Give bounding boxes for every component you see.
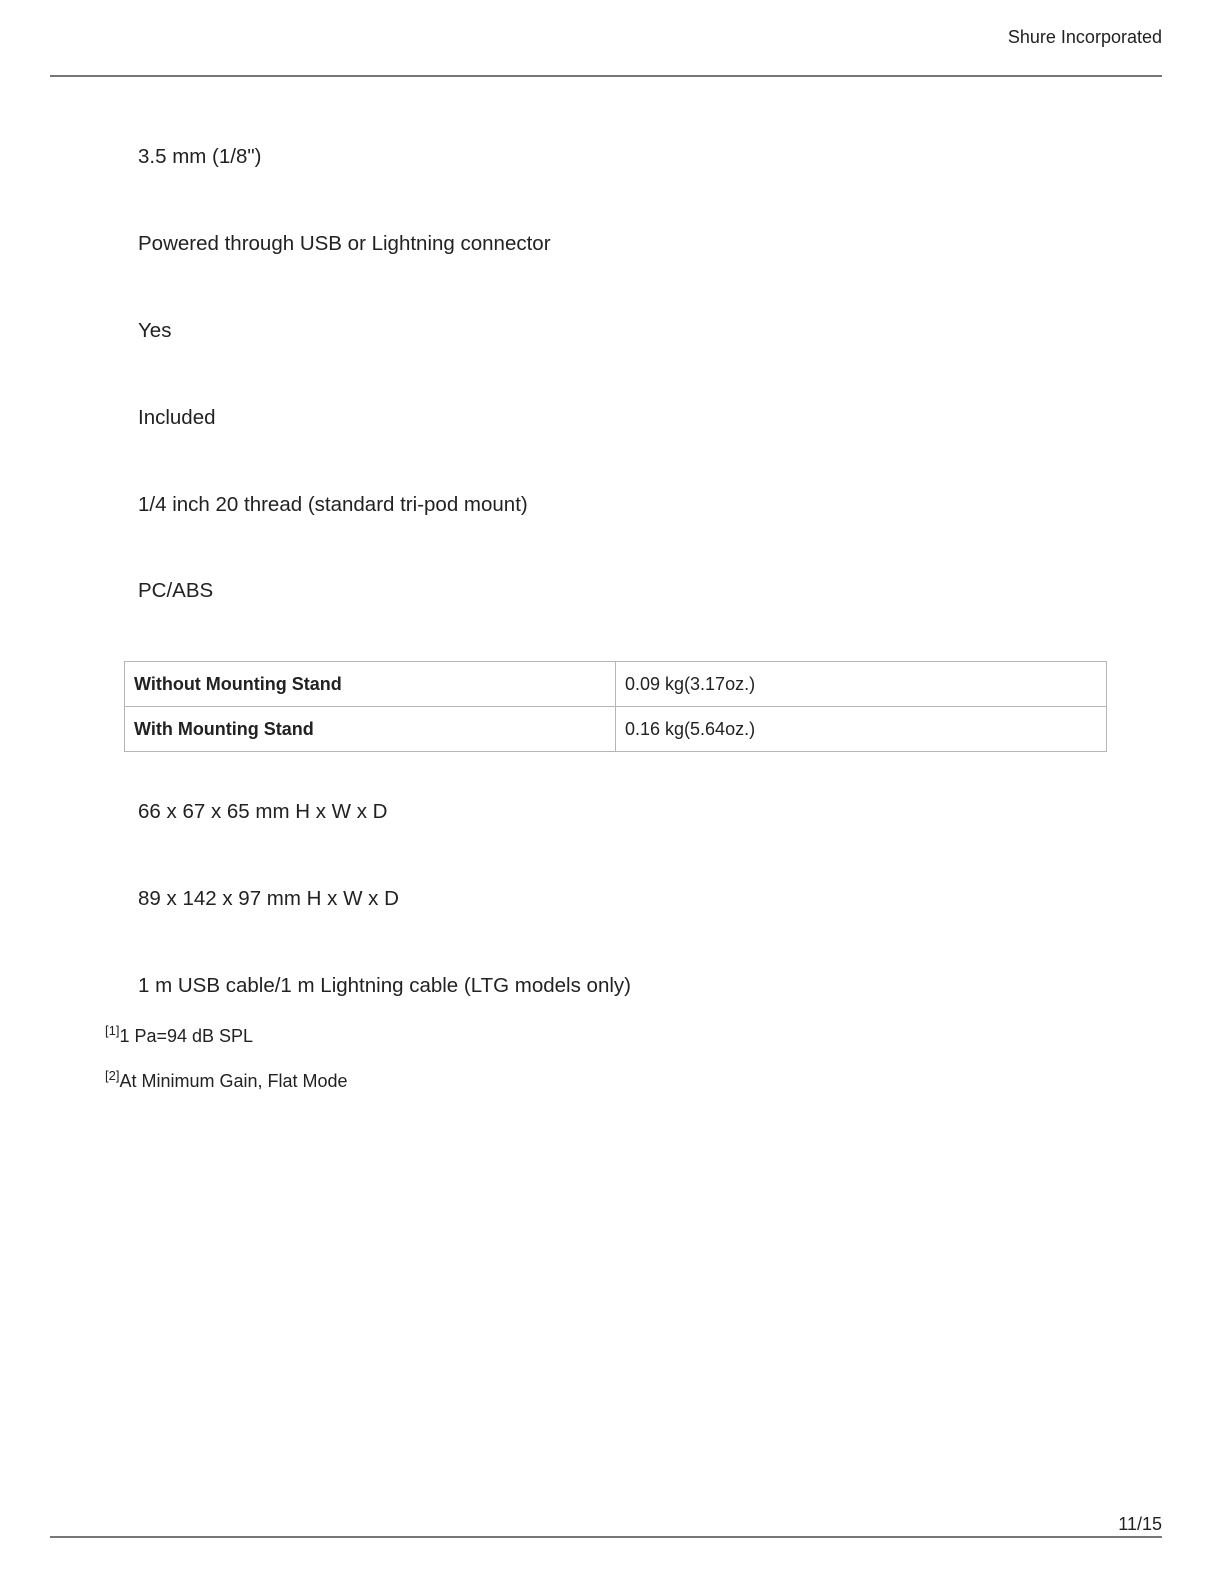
weight-label-with-stand: With Mounting Stand [125,707,616,752]
footnote-marker: [2] [105,1068,120,1083]
weight-value-with-stand: 0.16 kg(5.64oz.) [616,707,1107,752]
header-company-name: Shure Incorporated [1007,27,1162,47]
footer-divider [50,1536,1162,1538]
weight-value-without-stand: 0.09 kg(3.17oz.) [616,662,1107,707]
weight-table [124,661,1107,752]
spec-dimensions-with-stand: 89 x 142 x 97 mm H x W x D [138,887,399,910]
footnote-text: At Minimum Gain, Flat Mode [119,1071,348,1091]
footnote-2 [105,1068,348,1092]
spec-dimensions-mic: 66 x 67 x 65 mm H x W x D [138,800,388,823]
spec-mounting-thread: 1/4 inch 20 thread (standard tri-pod mount) [138,493,528,516]
footnote-text: 1 Pa=94 dB SPL [119,1026,254,1046]
footnote-1 [105,1023,254,1047]
header-divider [50,75,1162,77]
spec-cables: 1 m USB cable/1 m Lightning cable (LTG models only) [138,974,631,997]
spec-output-jack: 3.5 mm (1/8") [138,145,262,168]
weight-label-without-stand: Without Mounting Stand [125,662,616,707]
table-row [125,707,1107,752]
spec-housing-material: PC/ABS [138,579,214,602]
page-number: 11/15 [1118,1514,1162,1534]
spec-value-included: Included [138,406,216,429]
footnote-marker: [1] [105,1023,120,1038]
spec-power: Powered through USB or Lightning connector [138,232,551,255]
spec-value-yes: Yes [138,319,172,342]
table-row [125,662,1107,707]
